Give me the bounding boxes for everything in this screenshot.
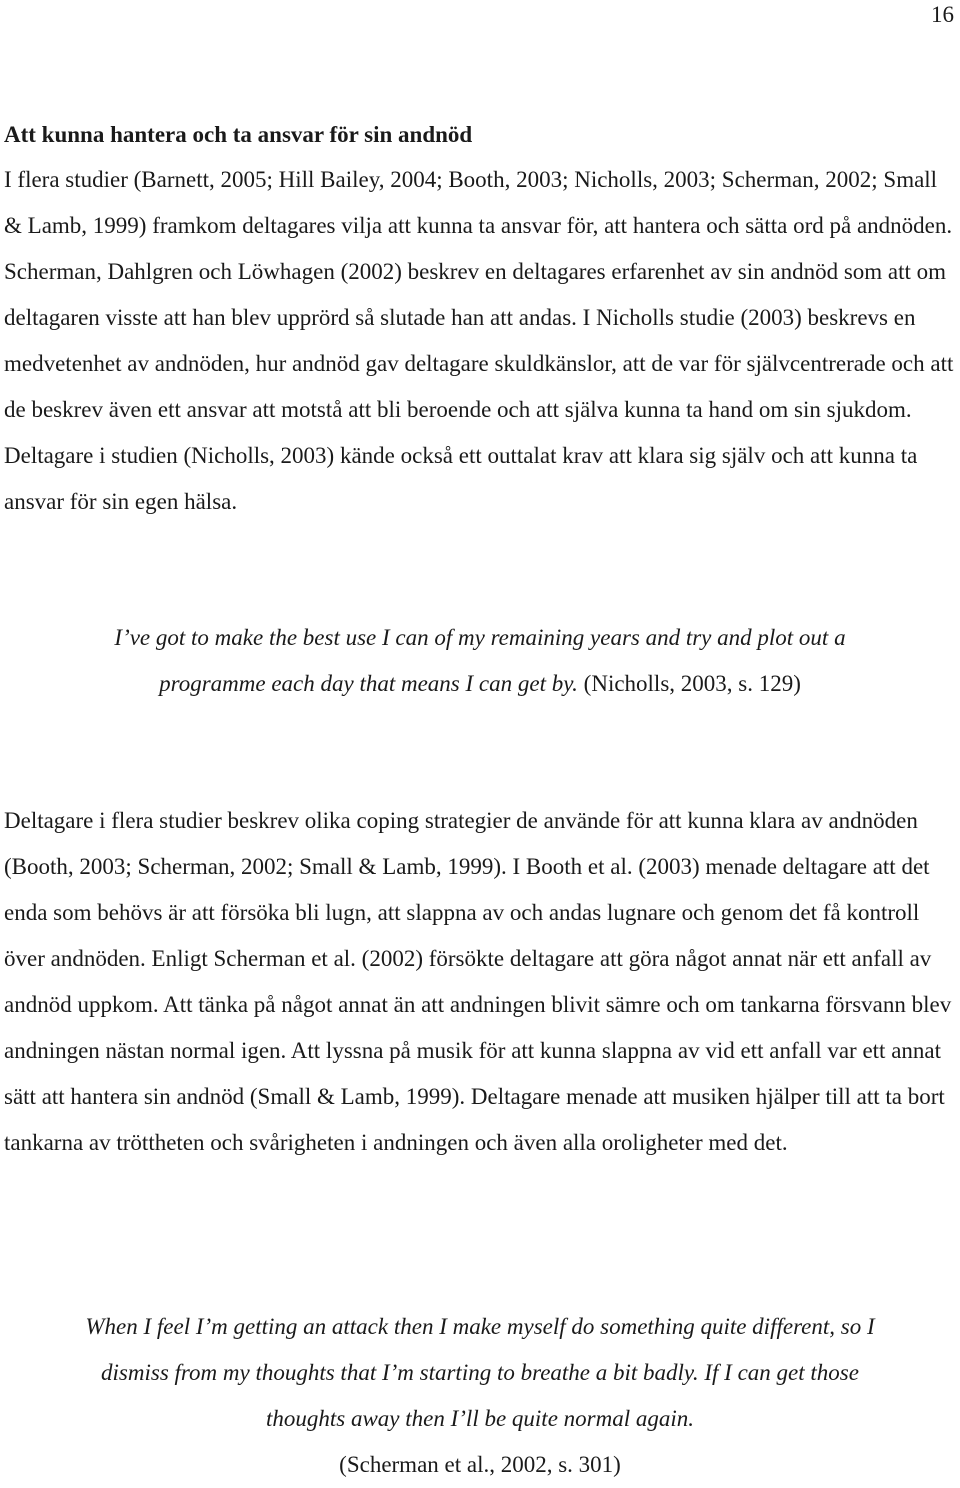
quote-citation: (Scherman et al., 2002, s. 301): [339, 1452, 621, 1477]
quote-text: When I feel I’m getting an attack then I make myself do something quite different, so I dismiss from my thoughts that I’m starting to breathe a bit badly. If I can get those thoughts away then I’ll be quite normal again.: [85, 1314, 875, 1431]
section-heading: Att kunna hantera och ta ansvar för sin andnöd: [4, 122, 473, 147]
body-paragraph: I flera studier (Barnett, 2005; Hill Bailey, 2004; Booth, 2003; Nicholls, 2003; Scherman, 2002; Small & Lamb, 1999) framkom deltagares vilja att kunna ta ansvar för, att hantera och sätta ord på andnöden. Scherman, Dahlgren och Löwhagen (2002) beskrev en deltagares erfarenhet av sin andnöd som att om deltagaren visste att han blev upprörd så slutade han att andas. I Nicholls studie (2003) beskrevs en medvetenhet av andnöden, hur andnöd gav deltagare skuldkänslor, att de var för självcentrerade och att de beskrev även ett ansvar att motstå att bli beroende och att själva kunna ta hand om sin sjukdom. Deltagare i studien (Nicholls, 2003) kände också ett outtalat krav att klara sig själv och att kunna ta ansvar för sin egen hälsa.: [4, 167, 954, 514]
page-number: 16: [931, 2, 954, 27]
block-quote: [80, 615, 880, 707]
block-quote: [80, 1304, 880, 1488]
quote-text: I’ve got to make the best use I can of my remaining years and try and plot out a programme each day that means I can get by.: [114, 625, 846, 696]
quote-citation: (Nicholls, 2003, s. 129): [583, 671, 801, 696]
body-paragraph: Deltagare i flera studier beskrev olika coping strategier de använde för att kunna klara av andnöden (Booth, 2003; Scherman, 2002; Small & Lamb, 1999). I Booth et al. (2003) menade deltagare att det enda som behövs är att försöka bli lugn, att slappna av och andas lugnare och genom det få kontroll över andnöden. Enligt Scherman et al. (2002) försökte deltagare att göra något annat när ett anfall av andnöd uppkom. Att tänka på något annat än att andningen blivit sämre och om tankarna försvann blev andningen nästan normal igen. Att lyssna på musik för att kunna slappna av vid ett anfall var ett annat sätt att hantera sin andnöd (Small & Lamb, 1999). Deltagare menade att musiken hjälper till att ta bort tankarna av tröttheten och svårigheten i andningen och även alla oroligheter med det.: [4, 808, 952, 1155]
